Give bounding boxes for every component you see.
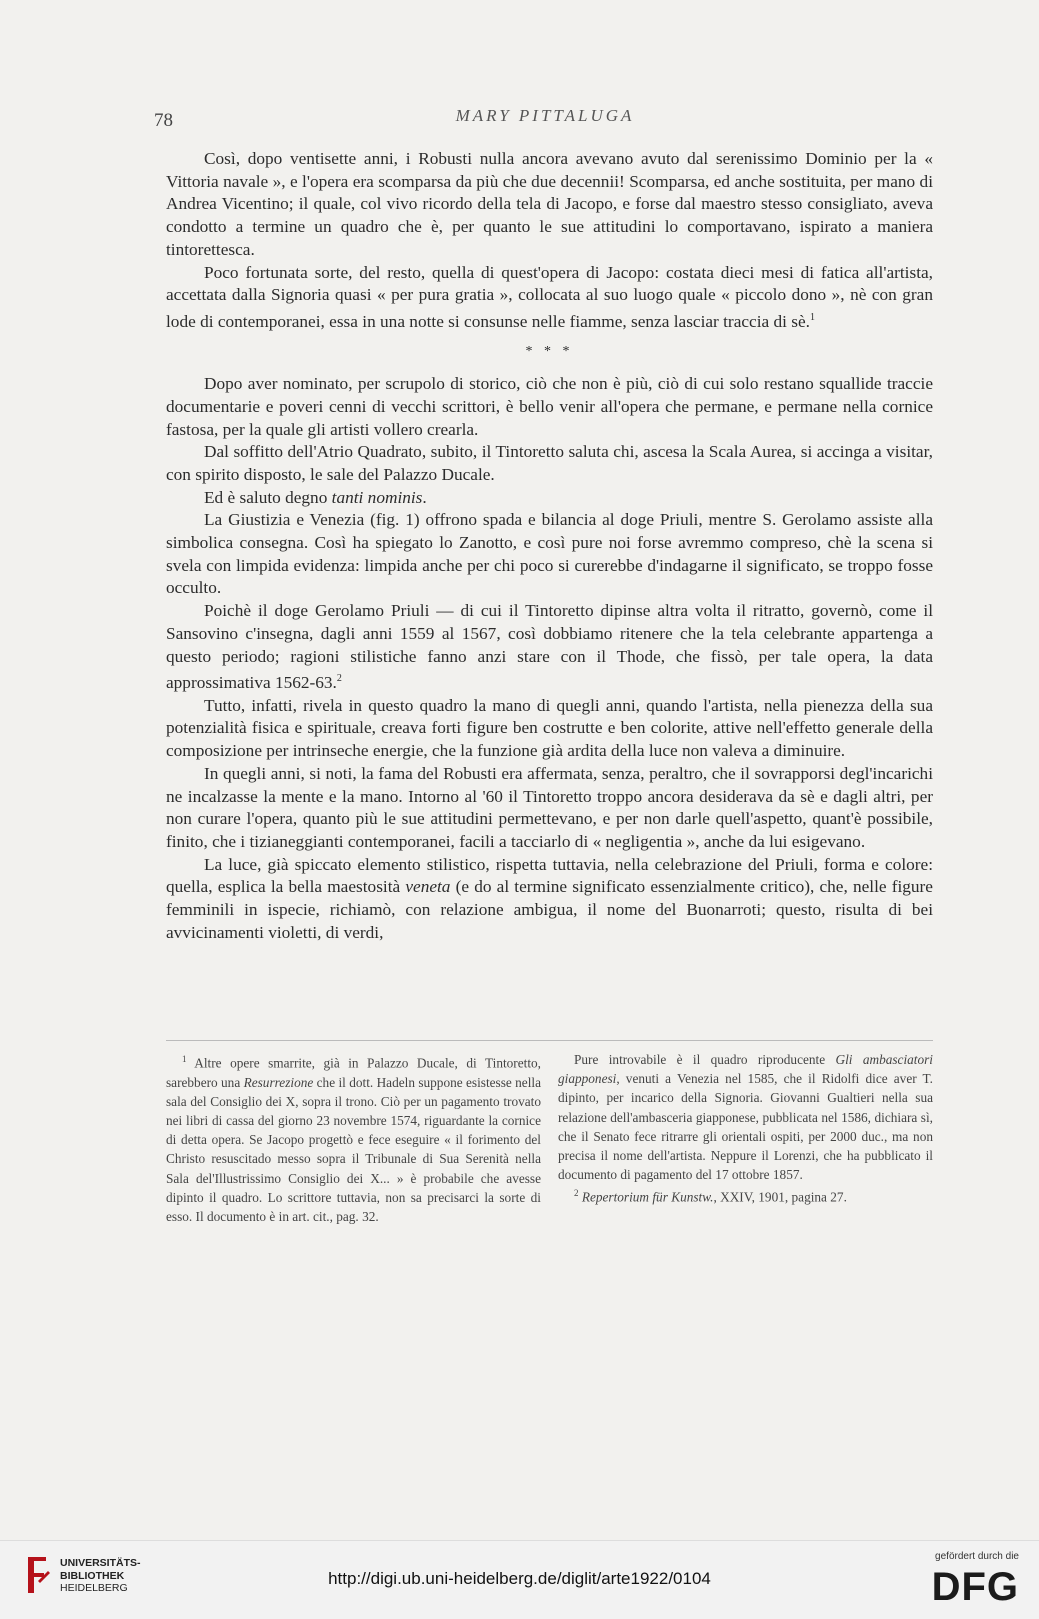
footnote-2: $^2$ Repertorium für Kunstw., XXIV, 1901, pagina 27. (574, 1188, 847, 1205)
funded-by-label: gefördert durch die (935, 1551, 1019, 1562)
paragraph: Poichè il doge Gerolamo Priuli — di cui il Tintoretto dipinse altra volta il ritratto, governò, come il Sansovino c'insegna, dagli anni 1559 al 1567, così dobbiamo ritenere che la tela celebrante appartenga a questo periodo; ragioni stilistiche fanno anzi stare con il Thode, che fissò, per tale opera, la data approssimativa 1562-63.$^2$ (166, 601, 933, 692)
footnote-1: $^1$ Altre opere smarrite, già in Palazzo Ducale, di Tintoretto, sarebbero una Resurrezione che il dott. Hadeln suppone esistesse nella sala del Consiglio dei X, sopra il trono. Ciò per un pagamento trovato nei libri di cassa del giorno 23 novembre 1574, riguardante la cornice di detta opera. Se Jacopo progettò e fece eseguire « il forimento del Christo resuscitado messo sopra il Tribunale di Sua Serenità nella Sala del'Illustrissimo Consiglio dei X... » è probabile che avesse dipinto il quadro. Lo scrittore tuttavia, non sa precisarci la sorte di esso. Il documento è in art. cit., pag. 32. (166, 1054, 541, 1225)
footnote-ref: 2 (336, 673, 342, 685)
section-separator: * * * (525, 344, 574, 360)
paragraph: Poco fortunata sorte, del resto, quella di quest'opera di Jacopo: costata dieci mesi di fatica all'artista, accettata dalla Signoria quasi « per pura gratia », collocata al suo luogo quale « piccolo dono », nè con gran lode di contemporanei, essa in una notte si consunse nelle fiamme, senza lasciar traccia di sè.$^1$ (166, 262, 933, 331)
paragraph: In quegli anni, si noti, la fama del Robusti era affermata, senza, peraltro, che il sovrapporsi degl'incarichi ne incalzasse la mente e la mano. Intorno al '60 il Tintoretto troppo ancora desiderava da sè e dagli altri, per non curare l'opera, quanto più le sue attitudini permettevano, e per non darle quell'aspetto, quant'è possibile, finito, che i tizianeggianti contemporanei, facili a tacciarlo di « negligentia », anche da lui esigevano. (166, 763, 933, 851)
running-title: MARY PITTALUGA (455, 106, 635, 125)
footnote-ref: 1 (809, 311, 815, 323)
paragraph: Dal soffitto dell'Atrio Quadrato, subito, il Tintoretto saluta chi, ascesa la Scala Aurea, si accinga a visitar, con spirito disposto, le sale del Palazzo Ducale. (166, 442, 933, 484)
paragraph: Dopo aver nominato, per scrupolo di storico, ciò che non è più, ciò di cui solo restano squallide traccie documentarie e poveri cenni di vecchi scrittori, è bello venir all'opera che permane, e permane nella cornice fastosa, per la quale gli artisti vollero crearla. (166, 374, 933, 439)
paragraph: Ed è saluto degno tanti nominis. (204, 487, 427, 507)
paragraph: Tutto, infatti, rivela in questo quadro la mano di quegli anni, quando l'artista, nella pienezza della sua potenzialità fisica e spirituale, creava forti figure ben costrutte e ben colorite, attive nell'effetto generale della composizione per intrinseche energie, che la funzione già ardita della luce non valeva a diminuire. (166, 695, 933, 761)
footnotes-right-column (558, 1050, 933, 1226)
body-text (166, 148, 933, 944)
footnotes-left-column (166, 1050, 541, 1226)
footnote-divider (166, 1040, 933, 1041)
paragraph: Così, dopo ventisette anni, i Robusti nulla ancora avevano avuto dal serenissimo Dominio per la « Vittoria navale », e l'opera era scomparsa da più che due decennii! Scomparsa, ed anche sostituita, per mano di Andrea Vicentino; il quale, col vivo ricordo della tela di Jacopo, e forse dal maestro stesso consigliato, aveva condotto a termine un quadro che è, per quanto le sue attitudini lo comportavano, ispirato a maniera tintorettesca. (166, 149, 933, 259)
page-header (150, 104, 940, 134)
page-number: 78 (154, 110, 173, 131)
footnotes (166, 1050, 933, 1226)
paragraph: La Giustizia e Venezia (fig. 1) offrono spada e bilancia al doge Priuli, mentre S. Gerolamo assiste alla simbolica consegna. Così ha spiegato lo Zanotto, e così pure noi forse avremmo compreso, chè la scena si svela con limpida evidenza: limpida anche per chi poco si curerebbe d'indagarne il significato, se troppo fosse occulto. (166, 510, 933, 598)
footnote-1-continued: Pure introvabile è il quadro riproducente Gli ambasciatori giapponesi, venuti a Venezia nel 1585, che il Ridolfi dice aver T. dipinto, per incarico della Signoria. Giovanni Gualtieri nella sua relazione dell'ambasceria giapponese, pubblicata nel 1586, dichiara sì, che il Senato fece ritrarre gli orientali ospiti, per 2000 duc., ma non precisa il nome dell'artista. Neppure il Lorenzi, che ha pubblicato il documento di pagamento del 17 ottobre 1857. (558, 1052, 934, 1183)
dfg-logo[interactable]: DFG (931, 1565, 1019, 1609)
page-url-link[interactable]: http://digi.ub.uni-heidelberg.de/diglit/arte1922/0104 (328, 1569, 711, 1588)
university-library-name: UNIVERSITÄTS- BIBLIOTHEK HEIDELBERG (60, 1557, 141, 1594)
paragraph: La luce, già spiccato elemento stilistico, rispetta tuttavia, nella celebrazione del Priuli, forma e colore: quella, esplica la bella maestosità veneta (e do al termine significato essenzialmente critico), che, nelle figure femminili in ispecie, richiamò, con relazione ambigua, il nome del Buonarroti; questo, risulta di bei avvicinamenti violetti, di verdi, (166, 854, 933, 942)
viewer-footer (0, 1540, 1039, 1619)
